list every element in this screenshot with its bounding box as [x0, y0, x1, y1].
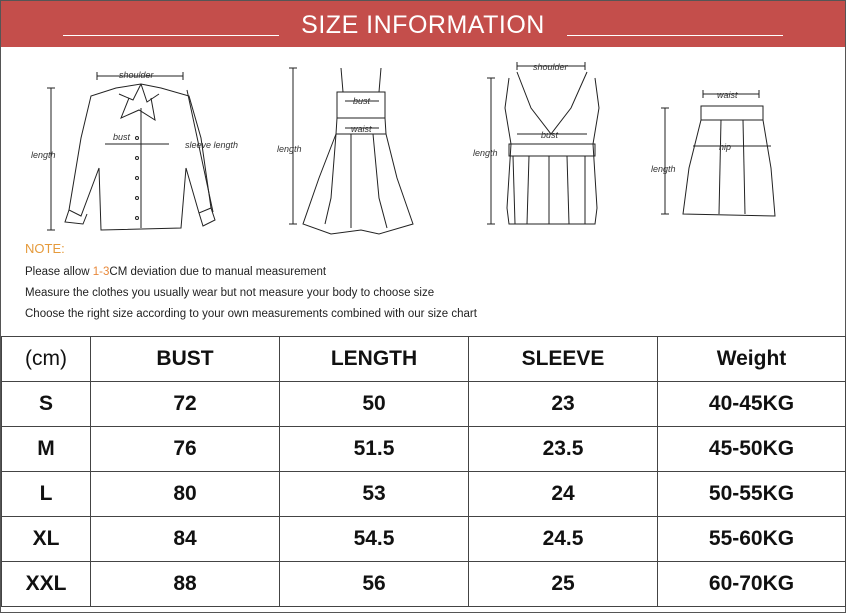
shirt-length-label: length: [31, 150, 56, 160]
bust-cell: 72: [91, 382, 280, 427]
sleeve-cell: 23: [469, 382, 658, 427]
banner-title: SIZE INFORMATION: [301, 11, 545, 39]
shirt-shoulder-label: shoulder: [119, 70, 154, 80]
header-length: LENGTH: [280, 337, 469, 382]
note-title: NOTE:: [25, 241, 65, 256]
table-row: [2, 517, 846, 562]
tank-diagram: [487, 62, 599, 224]
note-line1-post: CM deviation due to manual measurement: [109, 266, 327, 278]
skirt-hip-label: hip: [719, 142, 732, 152]
skirt-diagram: [661, 90, 775, 216]
sleeve-cell: 24.5: [469, 517, 658, 562]
shirt-sleeve-label: sleeve length: [185, 140, 239, 150]
length-cell: 53: [280, 472, 469, 517]
header-weight: Weight: [658, 337, 846, 382]
tank-shoulder-label: shoulder: [533, 62, 568, 72]
sleeve-cell: 24: [469, 472, 658, 517]
length-cell: 50: [280, 382, 469, 427]
note-line-deviation: [25, 266, 326, 278]
weight-cell: 40-45KG: [658, 382, 846, 427]
weight-cell: 55-60KG: [658, 517, 846, 562]
bust-cell: 80: [91, 472, 280, 517]
bust-cell: 84: [91, 517, 280, 562]
sleeve-cell: 23.5: [469, 427, 658, 472]
dress-bust-label: bust: [353, 96, 371, 106]
banner-rule-right: [567, 35, 783, 36]
dress-diagram: [289, 68, 413, 234]
length-cell: 54.5: [280, 517, 469, 562]
length-cell: 56: [280, 562, 469, 607]
size-cell: L: [2, 472, 91, 517]
tank-bust-label: bust: [541, 130, 559, 140]
weight-cell: 60-70KG: [658, 562, 846, 607]
header-unit: (cm): [2, 337, 91, 382]
length-cell: 51.5: [280, 427, 469, 472]
table-row: [2, 562, 846, 607]
note-line-choose: Choose the right size according to your own measurements combined with our size chart: [25, 308, 477, 320]
skirt-waist-label: waist: [717, 90, 738, 100]
size-table: [1, 336, 846, 607]
note-line-measure: Measure the clothes you usually wear but not measure your body to choose size: [25, 287, 435, 299]
skirt-length-label: length: [651, 164, 676, 174]
size-cell: XL: [2, 517, 91, 562]
tank-length-label: length: [473, 148, 498, 158]
shirt-diagram: [47, 72, 215, 230]
bust-cell: 76: [91, 427, 280, 472]
header-bust: BUST: [91, 337, 280, 382]
shirt-bust-label: bust: [113, 132, 131, 142]
bust-cell: 88: [91, 562, 280, 607]
note-line1-pre: Please allow: [25, 266, 93, 278]
table-header-row: [2, 337, 846, 382]
table-row: [2, 472, 846, 517]
size-cell: XXL: [2, 562, 91, 607]
weight-cell: 50-55KG: [658, 472, 846, 517]
dress-waist-label: waist: [351, 124, 372, 134]
weight-cell: 45-50KG: [658, 427, 846, 472]
size-cell: S: [2, 382, 91, 427]
dress-length-label: length: [277, 144, 302, 154]
table-row: [2, 382, 846, 427]
header-sleeve: SLEEVE: [469, 337, 658, 382]
title-banner: [1, 1, 845, 47]
size-cell: M: [2, 427, 91, 472]
table-row: [2, 427, 846, 472]
sleeve-cell: 25: [469, 562, 658, 607]
note-line1-highlight: 1-3: [92, 266, 110, 278]
